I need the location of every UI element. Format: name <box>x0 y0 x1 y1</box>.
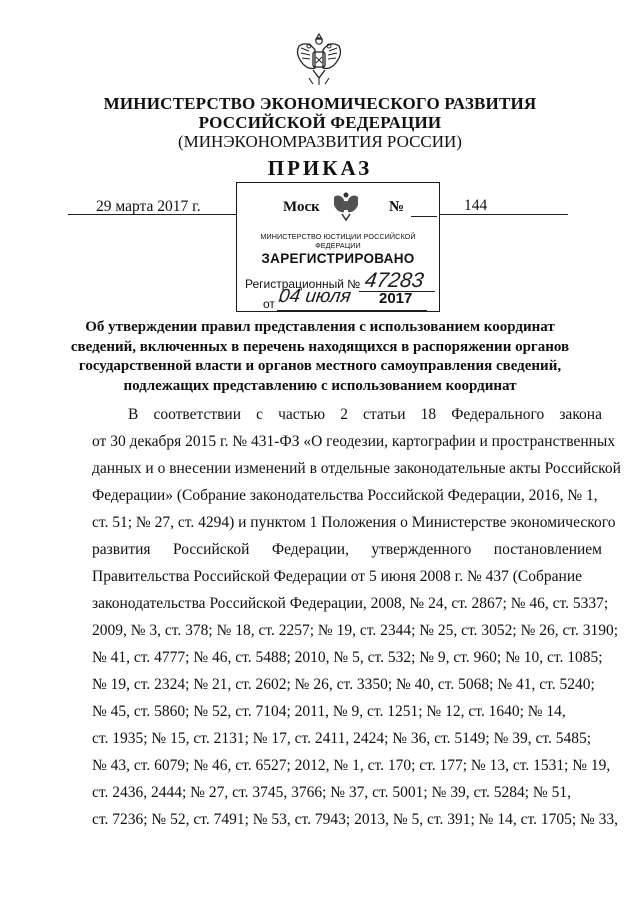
number-underline <box>440 214 568 215</box>
order-title-line: подлежащих представлению с использованием координат <box>123 377 517 394</box>
body-line: В соответствии с частью 2 статьи 18 Федерального закона <box>128 406 602 423</box>
body-line: развития Российской Федерации, утвержденного постановлением <box>92 541 602 558</box>
stamp-ministry-of-justice: МИНИСТЕРСТВО ЮСТИЦИИ РОССИЙСКОЙ ФЕДЕРАЦИИ <box>260 232 416 250</box>
stamp-from-date: 04 июля <box>277 286 353 307</box>
document-type-heading: ПРИКАЗ <box>267 156 373 180</box>
stamp-year: 2017 <box>379 290 413 307</box>
registration-stamp <box>236 182 440 312</box>
seal-emblem-icon <box>329 189 363 223</box>
stamp-from-label: от " <box>263 297 283 311</box>
body-line: Федерации» (Собрание законодательства Российской Федерации, 2016, № 1, <box>92 487 598 504</box>
body-line: ст. 51; № 27, ст. 4294) и пунктом 1 Положения о Министерстве экономического <box>92 514 616 531</box>
body-line: № 43, ст. 6079; № 46, ст. 6527; 2012, № 1, ст. 170; ст. 177; № 13, ст. 1531; № 19, <box>92 757 611 774</box>
body-line: № 41, ст. 4777; № 46, ст. 5488; 2010, № 5, ст. 532; № 9, ст. 960; № 10, ст. 1085; <box>92 649 603 666</box>
body-line: № 45, ст. 5860; № 52, ст. 7104; 2011, № 9, ст. 1251; № 12, ст. 1640; № 14, <box>92 703 566 720</box>
coat-of-arms-emblem <box>291 30 347 88</box>
stamp-city: Моск <box>283 199 320 215</box>
ministry-name-line1: МИНИСТЕРСТВО ЭКОНОМИЧЕСКОГО РАЗВИТИЯ <box>103 94 537 113</box>
body-line: ст. 1935; № 15, ст. 2131; № 17, ст. 2411, 2424; № 36, ст. 5149; № 39, ст. 5485; <box>92 730 592 747</box>
order-number: 144 <box>464 197 488 214</box>
ministry-name-line2: РОССИЙСКОЙ ФЕДЕРАЦИИ <box>198 113 442 132</box>
body-line: законодательства Российской Федерации, 2008, № 24, ст. 2867; № 46, ст. 5337; <box>92 595 609 612</box>
body-line: ст. 7236; № 52, ст. 7491; № 53, ст. 7943; 2013, № 5, ст. 391; № 14, ст. 1705; № 33, <box>92 811 619 828</box>
order-date: 29 марта 2017 г. <box>96 198 201 215</box>
body-line: № 19, ст. 2324; № 21, ст. 2602; № 26, ст. 3350; № 40, ст. 5068; № 41, ст. 5240; <box>92 676 595 693</box>
body-line: Правительства Российской Федерации от 5 июня 2008 г. № 437 (Собрание <box>92 568 583 585</box>
order-title-line: государственной власти и органов местного самоуправления сведений, <box>78 358 562 374</box>
order-title-line: сведений, включенных в перечень находящихся в распоряжении органов <box>70 338 570 355</box>
stamp-regnum-label: Регистрационный № <box>245 277 361 291</box>
body-line: 2009, № 3, ст. 378; № 18, ст. 2257; № 19, ст. 2344; № 25, ст. 3052; № 26, ст. 3190; <box>92 622 619 639</box>
stamp-number-underline <box>411 216 437 217</box>
ministry-short-name: (МИНЭКОНОМРАЗВИТИЯ РОССИИ) <box>178 132 462 151</box>
body-line: от 30 декабря 2015 г. № 431-ФЗ «О геодезии, картографии и пространственных <box>92 433 616 450</box>
body-line: данных и о внесении изменений в отдельные законодательные акты Российской <box>92 460 621 477</box>
order-title <box>0 318 640 396</box>
body-line: ст. 2436, 2444; № 27, ст. 3745, 3766; № 37, ст. 5001; № 39, ст. 5284; № 51, <box>92 784 571 801</box>
stamp-date-underline <box>277 310 427 311</box>
stamp-registered-label: ЗАРЕГИСТРИРОВАНО <box>261 251 415 266</box>
order-title-line: Об утверждении правил представления с использованием координат <box>85 319 555 335</box>
stamp-regnum-value: 47283 <box>363 269 426 292</box>
stamp-number-sign: № <box>389 199 405 215</box>
